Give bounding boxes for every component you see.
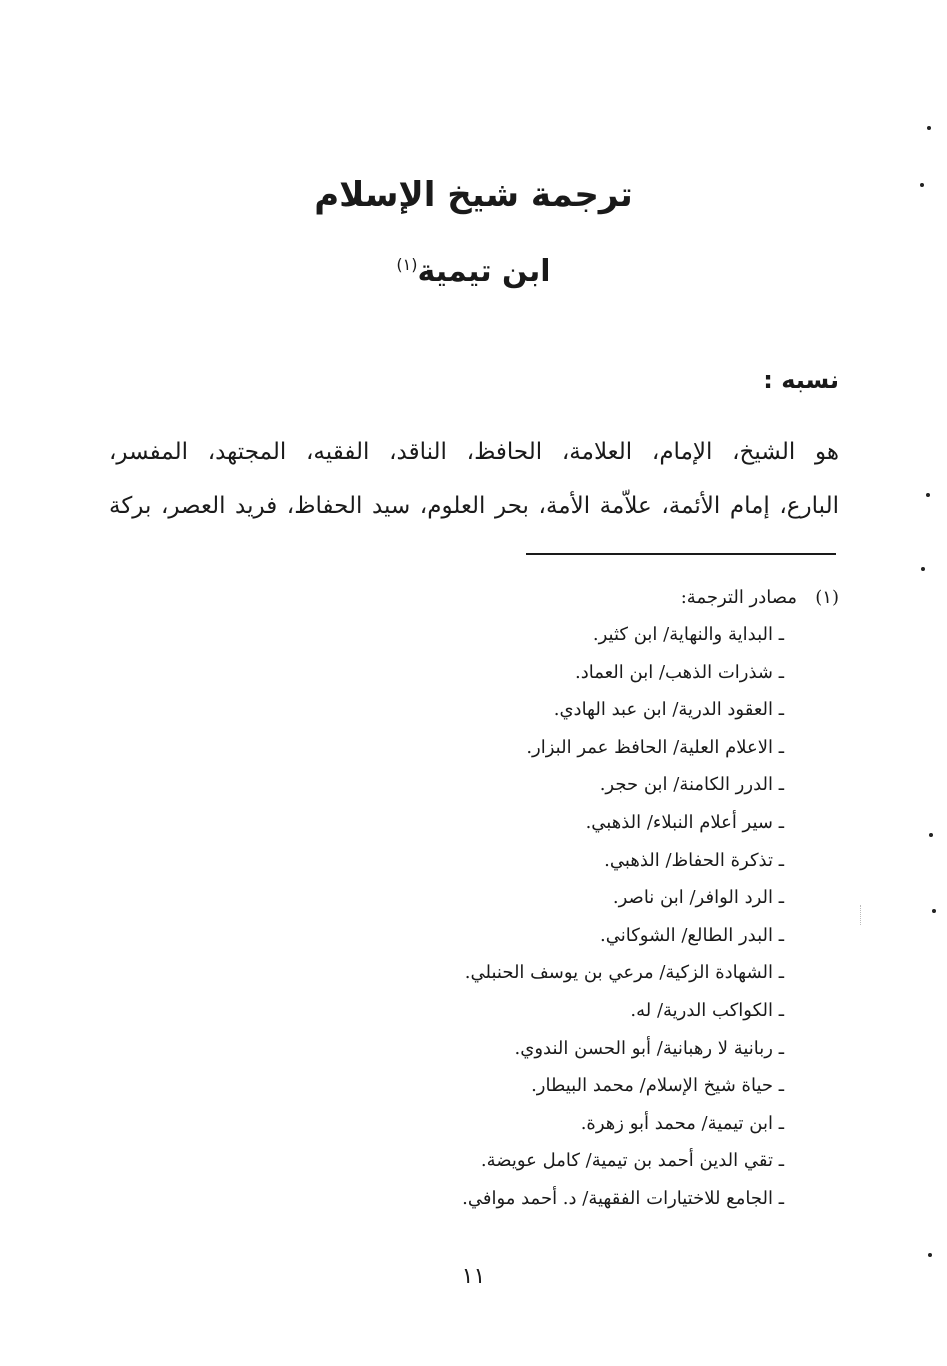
scan-speck [926,493,930,497]
source-item: ـ الرد الوافر/ ابن ناصر. [612,887,784,909]
footnote-heading: مصادر الترجمة: [680,587,797,608]
body-paragraph [109,425,839,533]
source-item: ـ الدرر الكامنة/ ابن حجر. [599,774,784,796]
subtitle-text: ابن تيمية [417,254,551,289]
source-item: ـ الاعلام العلية/ الحافظ عمر البزار. [526,736,784,758]
source-item: ـ سير أعلام النبلاء/ الذهبي. [585,811,784,833]
source-item: ـ ابن تيمية/ محمد أبو زهرة. [580,1112,784,1134]
body-line: البارع، إمام الأئمة، علاّمة الأمة، بحر العلوم، سيد الحفاظ، فريد العصر، بركة [109,493,839,519]
page-number: ١١ [461,1264,486,1289]
footnotes [109,580,839,1218]
section-heading: نسبه : [763,366,839,394]
source-item: ـ البداية والنهاية/ ابن كثير. [592,624,784,645]
scan-mark [860,905,862,925]
source-item: ـ تذكرة الحفاظ/ الذهبي. [604,849,784,871]
scan-speck [929,833,933,837]
scan-speck [928,1253,932,1257]
scan-speck [932,909,936,913]
source-item: ـ ربانية لا رهبانية/ أبو الحسن الندوي. [514,1037,784,1059]
source-item: ـ الشهادة الزكية/ مرعي بن يوسف الحنبلي. [464,962,784,984]
source-list [109,616,839,1218]
footnote-header [109,580,839,616]
footnote-number: (١) [815,587,839,608]
scan-speck [921,567,925,571]
source-item: ـ حياة شيخ الإسلام/ محمد البيطار. [531,1075,784,1097]
source-item: ـ البدر الطالع/ الشوكاني. [600,924,784,946]
scan-speck [920,183,924,187]
source-item: ـ الجامع للاختيارات الفقهية/ د. أحمد موافي. [462,1187,784,1209]
source-item: ـ تقي الدين أحمد بن تيمية/ كامل عويضة. [480,1150,784,1172]
title-footnote-marker[interactable]: (١) [396,255,418,274]
page-title: ترجمة شيخ الإسلام [314,175,633,215]
page-subtitle [0,240,947,297]
footnote-divider [526,553,836,555]
body-line: هو الشيخ، الإمام، العلامة، الحافظ، الناقد، الفقيه، المجتهد، المفسر، [109,439,839,465]
source-item: ـ الكواكب الدرية/ له. [630,999,784,1021]
source-item: ـ العقود الدرية/ ابن عبد الهادي. [553,699,784,721]
scan-speck [927,126,931,130]
source-item: ـ شذرات الذهب/ ابن العماد. [574,661,784,683]
